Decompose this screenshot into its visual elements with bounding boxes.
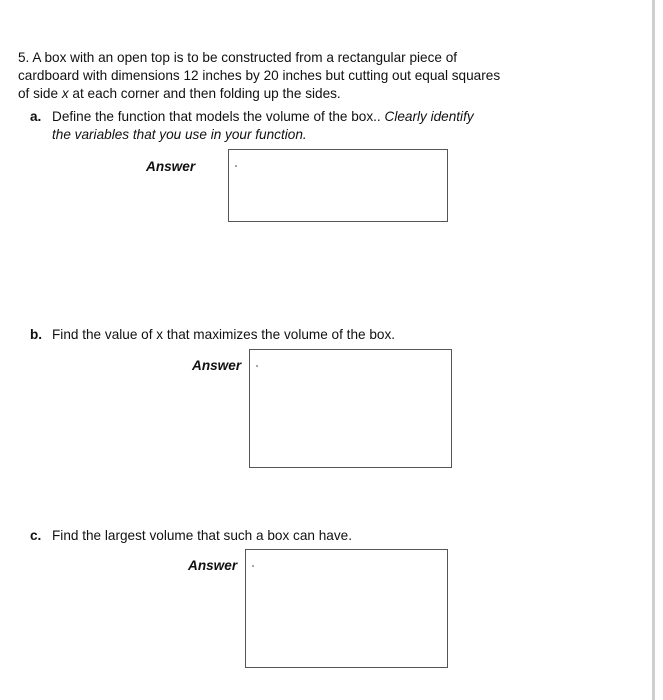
problem-line-2: cardboard with dimensions 12 inches by 20 inches but cutting out equal squares: [18, 68, 501, 83]
problem-line-3-post: at each corner and then folding up the sides.: [72, 86, 341, 101]
part-c-answer-label: Answer: [188, 558, 238, 573]
part-a-letter: a.: [30, 109, 42, 124]
part-b-letter: b.: [30, 327, 43, 342]
problem-line-3: [18, 85, 538, 103]
part-b-answer-box[interactable]: [249, 349, 452, 468]
part-a-answer-label: Answer: [146, 159, 196, 174]
page-edge-divider: [652, 0, 655, 700]
part-c-answer-box[interactable]: [245, 549, 448, 668]
part-b-text: Find the value of x that maximizes the volume of the box.: [52, 327, 396, 342]
part-c-question: [30, 527, 352, 545]
problem-line-3-pre: of side: [18, 86, 59, 101]
cursor-dot: [256, 365, 258, 367]
part-a-question: [30, 108, 474, 144]
part-b-answer-label: Answer: [192, 358, 242, 373]
problem-number: 5.: [18, 50, 30, 65]
problem-line-1: [18, 49, 538, 67]
problem-line-1-text: A box with an open top is to be constructed from a rectangular piece of: [32, 50, 458, 65]
part-c-letter: c.: [30, 528, 42, 543]
cursor-dot: [252, 565, 254, 567]
part-b-question: [30, 326, 395, 344]
part-a-continuation: the variables that you use in your function.: [52, 127, 307, 142]
cursor-dot: [235, 165, 237, 167]
problem-statement: [18, 49, 538, 103]
part-a-text-italic: Clearly identify: [384, 109, 474, 124]
part-c-text: Find the largest volume that such a box can have.: [52, 528, 352, 543]
part-a-answer-box[interactable]: [228, 149, 448, 222]
part-a-text: Define the function that models the volume of the box..: [52, 109, 381, 124]
variable-x: x: [61, 86, 69, 101]
